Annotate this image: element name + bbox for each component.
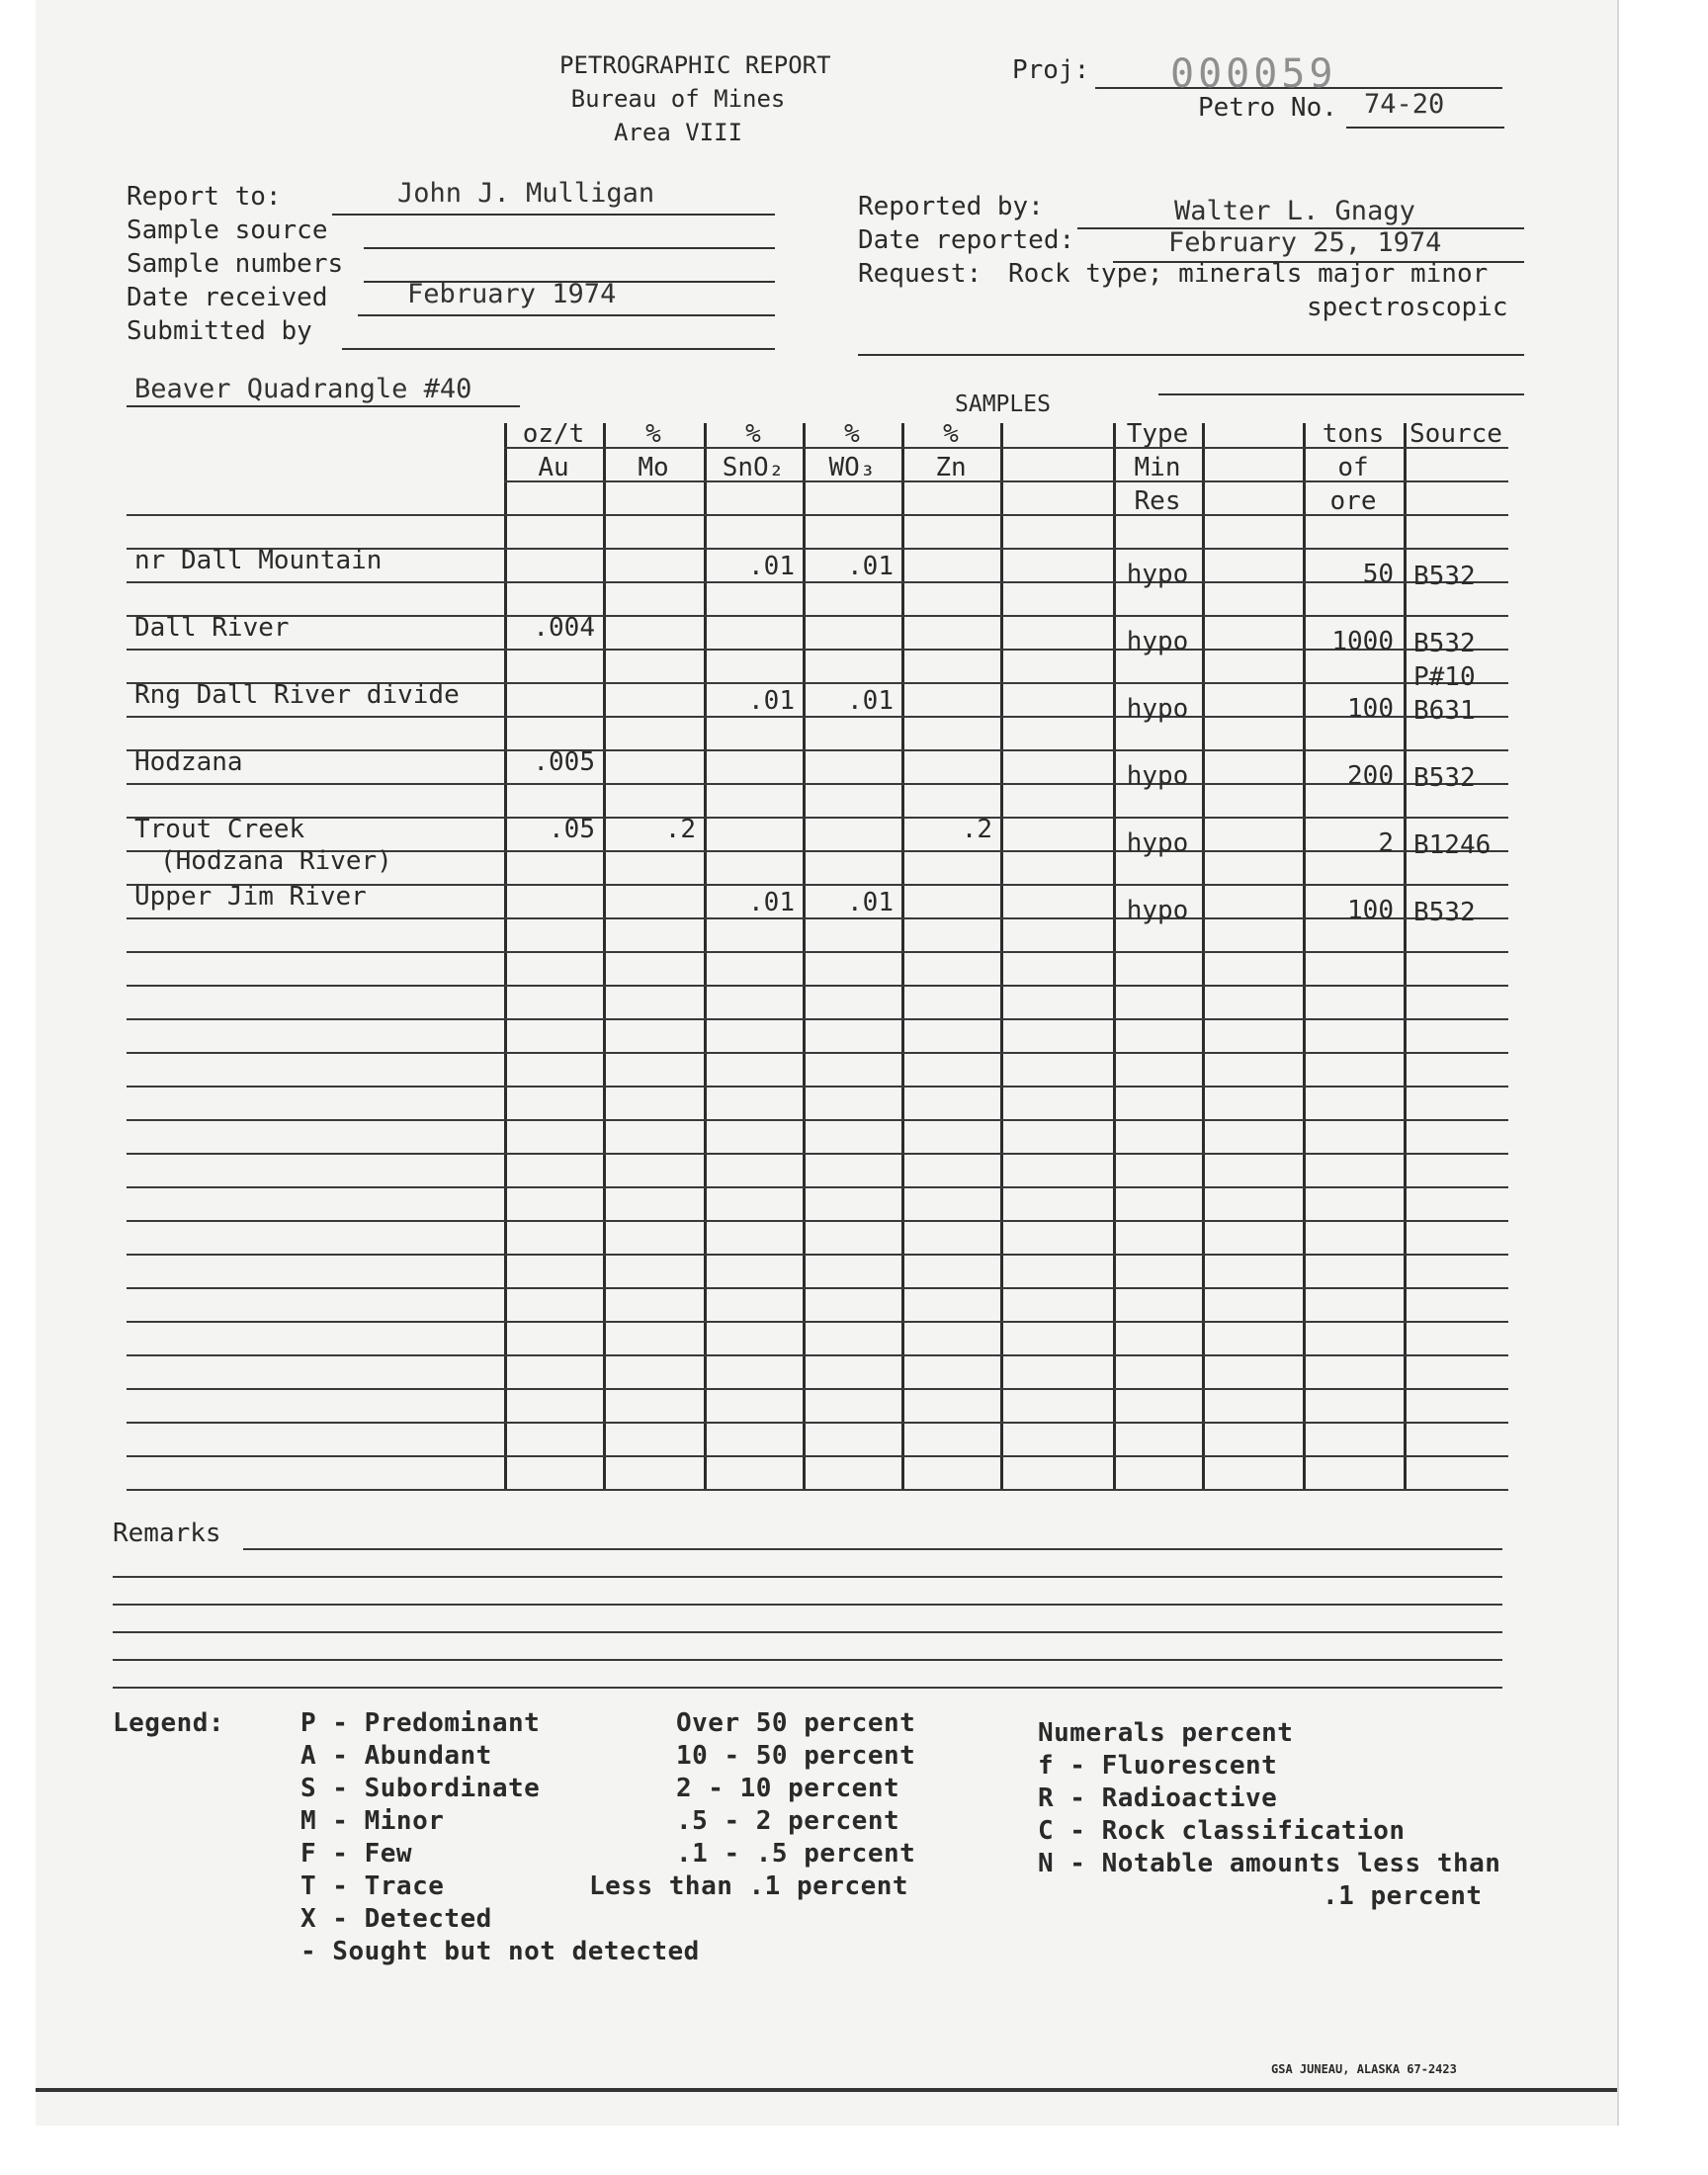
column-name-label: WO₃ xyxy=(828,453,876,482)
header-bottom-rule xyxy=(127,514,1508,516)
table-column-rule xyxy=(1404,423,1407,1491)
row-location-name: Dall River xyxy=(134,613,290,643)
petro-underline xyxy=(1346,127,1504,129)
date-received-value: February 1974 xyxy=(407,279,617,309)
row-location-name: Rng Dall River divide xyxy=(134,680,460,710)
date-received-label: Date received xyxy=(127,283,328,312)
table-row-rule xyxy=(127,581,1508,583)
table-column-rule xyxy=(704,423,707,1491)
table-column-rule xyxy=(803,423,806,1491)
remarks-line xyxy=(113,1604,1502,1606)
table-column-rule xyxy=(901,423,904,1491)
footer-print-code: GSA JUNEAU, ALASKA 67-2423 xyxy=(1271,2062,1457,2076)
column-name-label: Zn xyxy=(935,453,967,482)
row-source-value: B532 xyxy=(1413,898,1476,927)
legend-code-item: - Sought but not detected xyxy=(300,1937,700,1966)
remarks-line xyxy=(113,1576,1502,1578)
location-underline xyxy=(127,405,520,407)
table-column-rule xyxy=(603,423,606,1491)
table-row-rule xyxy=(127,1354,1508,1356)
request-value: Rock type; minerals major minor xyxy=(1008,259,1489,289)
table-row-rule xyxy=(127,917,1508,919)
petro-label: Petro No. xyxy=(1198,93,1337,123)
petro-number: 74-20 xyxy=(1364,89,1445,120)
row-location-name: Hodzana xyxy=(134,747,243,777)
column-unit-label: Source xyxy=(1409,419,1502,449)
request-value-2: spectroscopic xyxy=(1307,293,1508,322)
date-reported-label: Date reported: xyxy=(858,225,1075,255)
column-name-label: SnO₂ xyxy=(722,453,785,482)
legend-note-item: N - Notable amounts less than xyxy=(1038,1849,1501,1878)
row-tons-value: 100 xyxy=(1347,896,1394,925)
row-assay-value: .01 xyxy=(748,552,795,581)
row-source-value: B631 xyxy=(1413,696,1476,726)
row-location-name: nr Dall Mountain xyxy=(134,546,383,575)
column-name-label: Res xyxy=(1134,486,1181,516)
sample-source-label: Sample source xyxy=(127,216,328,245)
row-assay-value: .01 xyxy=(847,686,894,716)
row-type-value: hypo xyxy=(1126,560,1189,589)
row-assay-value: .005 xyxy=(533,747,595,777)
row-tons-value: 2 xyxy=(1378,828,1394,858)
legend-range-item: Over 50 percent xyxy=(676,1708,916,1738)
table-column-rule xyxy=(1000,423,1003,1491)
table-row-rule xyxy=(127,1220,1508,1222)
row-assay-value: .2 xyxy=(664,815,696,844)
legend-label: Legend: xyxy=(113,1708,225,1738)
remarks-line xyxy=(113,1659,1502,1661)
table-column-rule xyxy=(1202,423,1205,1491)
row-tons-value: 50 xyxy=(1362,560,1394,589)
table-row-rule xyxy=(127,749,1508,751)
column-unit-label: Type xyxy=(1126,419,1189,449)
legend-range-item: 2 - 10 percent xyxy=(676,1774,900,1803)
report-to-line xyxy=(332,214,775,216)
row-type-value: hypo xyxy=(1126,828,1189,858)
reported-by-label: Reported by: xyxy=(858,192,1044,221)
location-heading: Beaver Quadrangle #40 xyxy=(134,374,472,404)
request-label: Request: xyxy=(858,259,982,289)
row-tons-value: 1000 xyxy=(1331,627,1394,656)
table-row-rule xyxy=(127,1153,1508,1155)
legend-range-item: .1 - .5 percent xyxy=(676,1839,916,1869)
row-type-value: hypo xyxy=(1126,627,1189,656)
remarks-label: Remarks xyxy=(113,1519,221,1548)
row-assay-value: .01 xyxy=(847,552,894,581)
proj-label: Proj: xyxy=(1012,55,1090,85)
table-row-rule xyxy=(127,783,1508,785)
legend-code-item: A - Abundant xyxy=(300,1741,492,1771)
remarks-line xyxy=(113,1687,1502,1689)
column-unit-label: % xyxy=(745,419,761,449)
submitted-by-line xyxy=(342,348,775,350)
report-to-value: John J. Mulligan xyxy=(397,178,655,209)
row-location-name-2: (Hodzana River) xyxy=(160,846,392,876)
column-unit-label: tons xyxy=(1322,419,1385,449)
table-row-rule xyxy=(127,1287,1508,1289)
request-line-2 xyxy=(1158,393,1524,395)
report-title: PETROGRAPHIC REPORT xyxy=(559,51,831,79)
row-source-value: B532 xyxy=(1413,562,1476,591)
samples-heading: SAMPLES xyxy=(955,392,1051,417)
legend-code-item: P - Predominant xyxy=(300,1708,541,1738)
column-name-label: Min xyxy=(1134,453,1181,482)
table-row-rule xyxy=(127,1489,1508,1491)
date-received-line xyxy=(358,314,775,316)
legend-note-item: .1 percent xyxy=(1323,1881,1483,1911)
row-assay-value: .05 xyxy=(549,815,595,844)
legend-code-item: M - Minor xyxy=(300,1806,445,1836)
table-row-rule xyxy=(127,649,1508,651)
table-row-rule xyxy=(127,1186,1508,1188)
row-source-note: P#10 xyxy=(1413,662,1476,692)
legend-range-item: 10 - 50 percent xyxy=(676,1741,916,1771)
table-row-rule xyxy=(127,985,1508,987)
date-reported-value: February 25, 1974 xyxy=(1168,227,1442,258)
table-row-rule xyxy=(127,1422,1508,1424)
table-row-rule xyxy=(127,1388,1508,1390)
row-type-value: hypo xyxy=(1126,896,1189,925)
row-assay-value: .01 xyxy=(748,888,795,917)
row-assay-value: .01 xyxy=(748,686,795,716)
table-column-rule xyxy=(504,423,507,1491)
table-row-rule xyxy=(127,951,1508,953)
legend-note-item: Numerals percent xyxy=(1038,1718,1294,1748)
submitted-by-label: Submitted by xyxy=(127,316,312,346)
legend-code-item: T - Trace xyxy=(300,1871,445,1901)
header-underline xyxy=(504,447,1508,449)
table-row-rule xyxy=(127,615,1508,617)
row-location-name: Trout Creek xyxy=(134,815,305,844)
column-name-label: ore xyxy=(1329,486,1377,516)
table-row-rule xyxy=(127,1018,1508,1020)
table-row-rule xyxy=(127,1119,1508,1121)
proj-number-stamp: 000059 xyxy=(1170,51,1337,97)
request-line-1 xyxy=(858,354,1524,356)
row-type-value: hypo xyxy=(1126,694,1189,724)
row-location-name: Upper Jim River xyxy=(134,882,367,912)
column-unit-label: oz/t xyxy=(522,419,585,449)
legend-note-item: C - Rock classification xyxy=(1038,1816,1406,1846)
table-row-rule xyxy=(127,817,1508,819)
legend-note-item: R - Radioactive xyxy=(1038,1784,1278,1813)
sample-numbers-label: Sample numbers xyxy=(127,249,344,279)
table-row-rule xyxy=(127,1052,1508,1054)
legend-code-item: X - Detected xyxy=(300,1904,492,1934)
row-source-value: B532 xyxy=(1413,763,1476,793)
row-tons-value: 100 xyxy=(1347,694,1394,724)
legend-note-item: f - Fluorescent xyxy=(1038,1751,1278,1781)
column-unit-label: % xyxy=(844,419,860,449)
table-row-rule xyxy=(127,1321,1508,1323)
column-name-label: Mo xyxy=(638,453,669,482)
row-assay-value: .004 xyxy=(533,613,595,643)
report-sheet xyxy=(36,0,1617,2126)
sample-source-line xyxy=(364,247,775,249)
row-type-value: hypo xyxy=(1126,761,1189,791)
table-row-rule xyxy=(127,1086,1508,1088)
legend-code-item: F - Few xyxy=(300,1839,413,1869)
bottom-edge-line xyxy=(36,2088,1617,2092)
remarks-line xyxy=(243,1548,1502,1550)
legend-code-item: S - Subordinate xyxy=(300,1774,541,1803)
column-unit-label: % xyxy=(943,419,959,449)
area-name: Area VIII xyxy=(613,119,743,146)
column-unit-label: % xyxy=(645,419,661,449)
row-source-value: B1246 xyxy=(1413,830,1492,860)
header-underline xyxy=(504,480,1508,482)
row-assay-value: .01 xyxy=(847,888,894,917)
legend-range-item: Less than .1 percent xyxy=(589,1871,909,1901)
table-row-rule xyxy=(127,716,1508,718)
row-source-value: B532 xyxy=(1413,629,1476,658)
column-name-label: of xyxy=(1337,453,1369,482)
report-to-label: Report to: xyxy=(127,182,282,212)
reported-by-value: Walter L. Gnagy xyxy=(1174,196,1415,226)
legend-range-item: .5 - 2 percent xyxy=(676,1806,900,1836)
remarks-line xyxy=(113,1631,1502,1633)
column-name-label: Au xyxy=(538,453,569,482)
table-row-rule xyxy=(127,1455,1508,1457)
bureau-name: Bureau of Mines xyxy=(570,85,786,113)
table-row-rule xyxy=(127,1254,1508,1256)
row-tons-value: 200 xyxy=(1347,761,1394,791)
row-assay-value: .2 xyxy=(961,815,992,844)
